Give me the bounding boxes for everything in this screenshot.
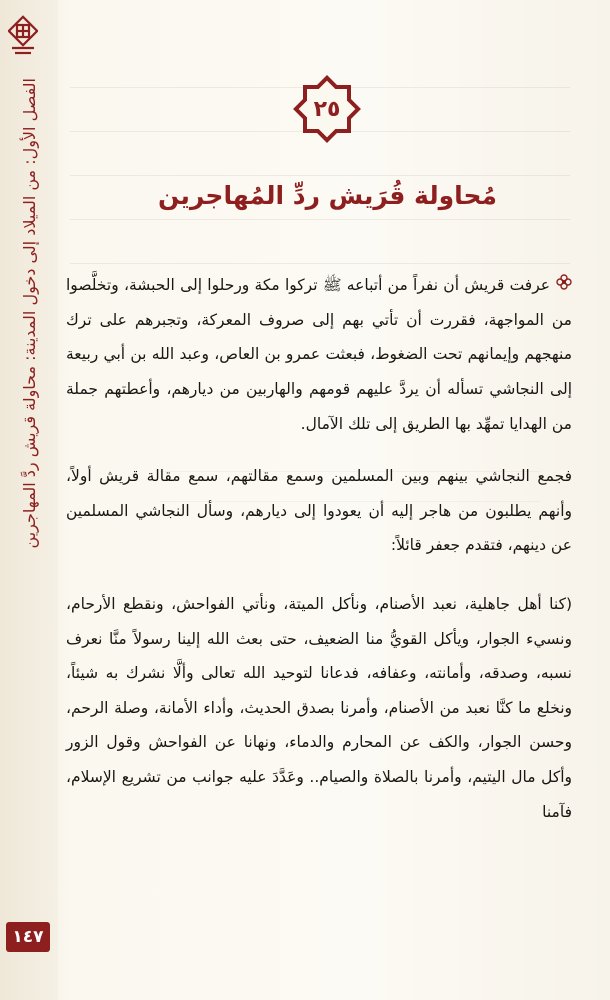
chapter-number: ٢٥ — [313, 96, 341, 122]
page-number: ١٤٧ — [6, 922, 50, 952]
flower-icon — [556, 268, 572, 303]
chapter-badge — [288, 70, 366, 148]
paragraph-text: عرفت قريش أن نفراً من أتباعه ﷺ تركوا مكة ورحلوا إلى الحبشة، وتخلَّصوا من المواجهة، فقررت أن تأتي بهم إلى صروف المعركة، وتجبرهم على ترك منهجهم وإيمانهم تحت الضغوط، فبعثت عمرو بن العاص، وعبد الله بن أبي ربيعة إلى النجاشي تسأله أن يردَّ عليهم قومهم والهاربين من ديارهم، وأعطتهم جملة من الهدايا تمهِّد بها الطريق إلى تلك الآمال. — [66, 276, 572, 433]
paragraph: (كنا أهل جاهلية، نعبد الأصنام، ونأكل الميتة، ونأتي الفواحش، ونقطع الأرحام، ونسيء الجوار، ويأكل القويُّ منا الضعيف، حتى بعث الله إلينا رسولاً منَّا نعرف نسبه، وصدقه، وأمانته، وعفافه، فدعانا لتوحيد الله تعالى وألَّا نشرك به شيئاً، ونخلع ما كنَّا نعبد من الأصنام، وأمرنا بصدق الحديث، وأداء الأمانة، وصلة الرحم، وحسن الجوار، والكف عن المحارم والدماء، ونهانا عن الفواحش وقول الزور وأكل مال اليتيم، وأمرنا بالصلاة والصيام.. وعَدَّدَ عليه جوانب من تشريع الإسلام، فآمنا — [66, 594, 572, 821]
body-text — [66, 268, 572, 829]
running-head-text: الفصل الأول: من الميلاد إلى دخول المدينة: محاولة قريش ردَّ المهاجرين — [19, 78, 39, 549]
paragraph — [66, 268, 572, 441]
running-head — [4, 78, 54, 898]
lattice-emblem-icon — [6, 10, 40, 58]
paragraph: فجمع النجاشي بينهم وبين المسلمين وسمع مقالتهم، سمع مقالة قريش أولاً، وأنهم يطلبون من هاجر إليه أن يعودوا إلى ديارهم، وسأل النجاشي المسلمين عن دينهم، فتقدم جعفر قائلاً: — [66, 467, 572, 555]
chapter-title: مُحاولة قُرَيش ردِّ المُهاجرين — [157, 181, 497, 210]
